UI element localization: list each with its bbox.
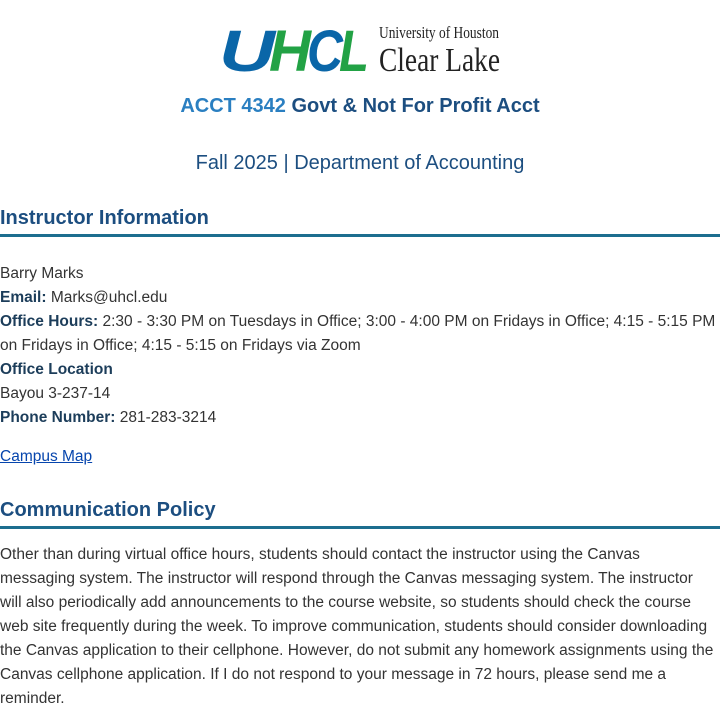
phone-label: Phone Number: [0, 409, 116, 426]
instructor-name: Barry Marks [0, 265, 84, 282]
communication-policy-text: Other than during virtual office hours, students should contact the instructor using the Canvas messaging system. The instructor will respond through the Canvas messaging system. The instructor will also periodically add announcements to the course website, so students should check the course web site frequently during the week. To improve communication, students should consider downloading the Canvas application to their cellphone. However, do not submit any homework assignments using the Canvas cellphone application. If I do not respond to your message in 72 hours, please send me a reminder. [0, 546, 714, 707]
office-hours-value: 2:30 - 3:30 PM on Tuesdays in Office; 3:00 - 4:00 PM on Fridays in Office; 4:15 - 5:15 PM on Fridays in Office; 4:15 - 5:15 on Fridays via Zoom [0, 313, 716, 354]
office-location-value: Bayou 3-237-14 [0, 385, 111, 402]
campus-map-link[interactable]: Campus Map [0, 448, 93, 465]
course-code: ACCT 4342 [180, 95, 286, 117]
phone-row [0, 406, 716, 430]
svg-text:U: U [219, 19, 278, 84]
office-hours-label: Office Hours: [0, 313, 99, 330]
office-location-label: Office Location [0, 361, 113, 378]
instructor-info-heading: Instructor Information [0, 205, 720, 237]
email-label: Email: [0, 289, 47, 306]
svg-text:L: L [339, 19, 369, 84]
svg-text:Clear Lake: Clear Lake [379, 42, 500, 79]
course-name: Govt & Not For Profit Acct [291, 95, 540, 117]
email-row [0, 286, 716, 310]
office-hours-row [0, 310, 716, 358]
communication-policy-heading: Communication Policy [0, 497, 720, 529]
phone-value: 281-283-3214 [119, 409, 217, 426]
term-department: Fall 2025 | Department of Accounting [195, 152, 525, 174]
uhcl-logo [219, 19, 501, 84]
course-title [0, 92, 720, 120]
svg-text:C: C [307, 19, 344, 84]
svg-text:University of Houston: University of Houston [379, 23, 500, 42]
svg-text:H: H [269, 19, 313, 84]
instructor-details [0, 262, 716, 430]
email-value: Marks@uhcl.edu [50, 289, 168, 306]
